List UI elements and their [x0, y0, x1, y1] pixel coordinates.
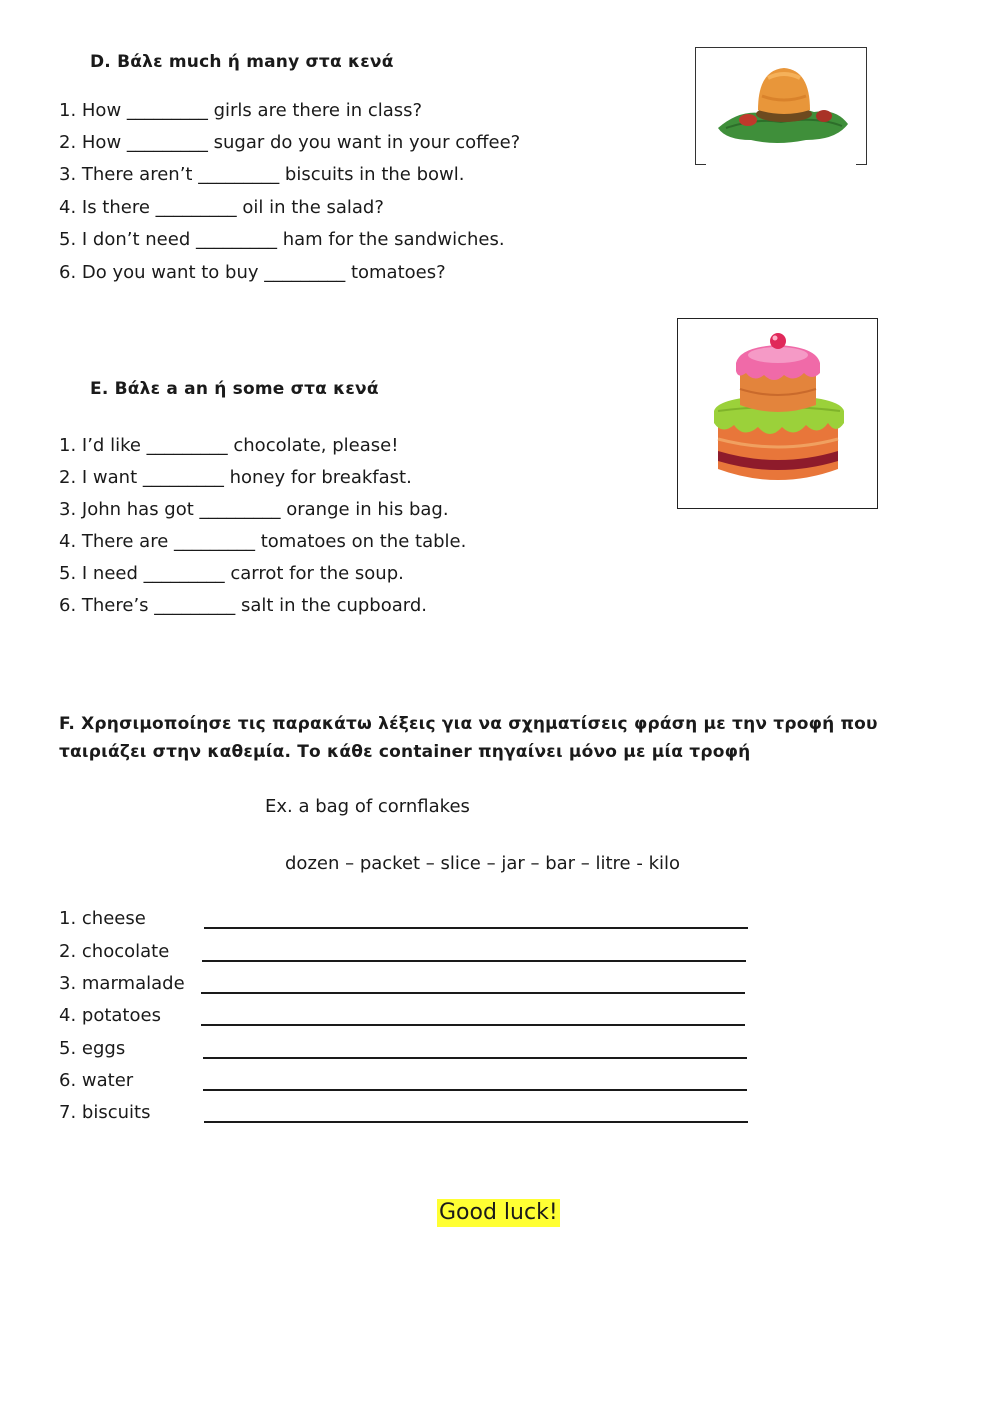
section-d-item-4: 4. Is there _________ oil in the salad? [59, 197, 384, 218]
section-d-item-5: 5. I don’t need _________ ham for the sandwiches. [59, 229, 505, 250]
section-f-word-bank: dozen – packet – slice – jar – bar – litre - kilo [285, 853, 681, 874]
section-e-item-3: 3. John has got _________ orange in his bag. [59, 499, 449, 520]
section-f-item-1: 1. cheese [59, 908, 146, 929]
answer-line-1[interactable] [204, 927, 748, 929]
answer-line-6[interactable] [203, 1089, 747, 1091]
section-f-item-4: 4. potatoes [59, 1005, 161, 1026]
section-f-heading-line-2: ταιριάζει στην καθεμία. Το κάθε container πηγαίνει μόνο με μία τροφή [59, 742, 751, 762]
section-f-item-7: 7. biscuits [59, 1102, 151, 1123]
burger-image-frame [695, 47, 867, 165]
good-luck-text: Good luck! [439, 1200, 558, 1225]
cake-image-frame [677, 318, 878, 509]
section-e-item-6: 6. There’s _________ salt in the cupboard. [59, 595, 428, 616]
section-d-item-3: 3. There aren’t _________ biscuits in the bowl. [59, 164, 465, 185]
section-e-item-2: 2. I want _________ honey for breakfast. [59, 467, 412, 488]
section-e-heading: E. Βάλε a an ή some στα κενά [90, 379, 379, 399]
section-f-item-5: 5. eggs [59, 1038, 126, 1059]
cake-icon [678, 319, 877, 508]
answer-line-7[interactable] [204, 1121, 748, 1123]
section-f-heading-line-1: F. Χρησιμοποίησε τις παρακάτω λέξεις για να σχηματίσεις φράση με την τροφή που [59, 714, 878, 734]
section-f-example: Ex. a bag of cornflakes [265, 796, 470, 817]
section-d-item-2: 2. How _________ sugar do you want in your coffee? [59, 132, 521, 153]
answer-line-5[interactable] [203, 1057, 747, 1059]
answer-line-4[interactable] [201, 1024, 745, 1026]
section-f-item-3: 3. marmalade [59, 973, 185, 994]
section-e-item-1: 1. I’d like _________ chocolate, please! [59, 435, 399, 456]
section-d-item-1: 1. How _________ girls are there in class? [59, 100, 423, 121]
section-e-item-5: 5. I need _________ carrot for the soup. [59, 563, 404, 584]
burger-icon [696, 48, 866, 165]
section-f-item-6: 6. water [59, 1070, 134, 1091]
section-d-item-6: 6. Do you want to buy _________ tomatoes? [59, 262, 446, 283]
section-d-heading: D. Βάλε much ή many στα κενά [90, 52, 394, 72]
section-e-item-4: 4. There are _________ tomatoes on the table. [59, 531, 467, 552]
answer-line-2[interactable] [202, 960, 746, 962]
section-f-item-2: 2. chocolate [59, 941, 170, 962]
answer-line-3[interactable] [201, 992, 745, 994]
